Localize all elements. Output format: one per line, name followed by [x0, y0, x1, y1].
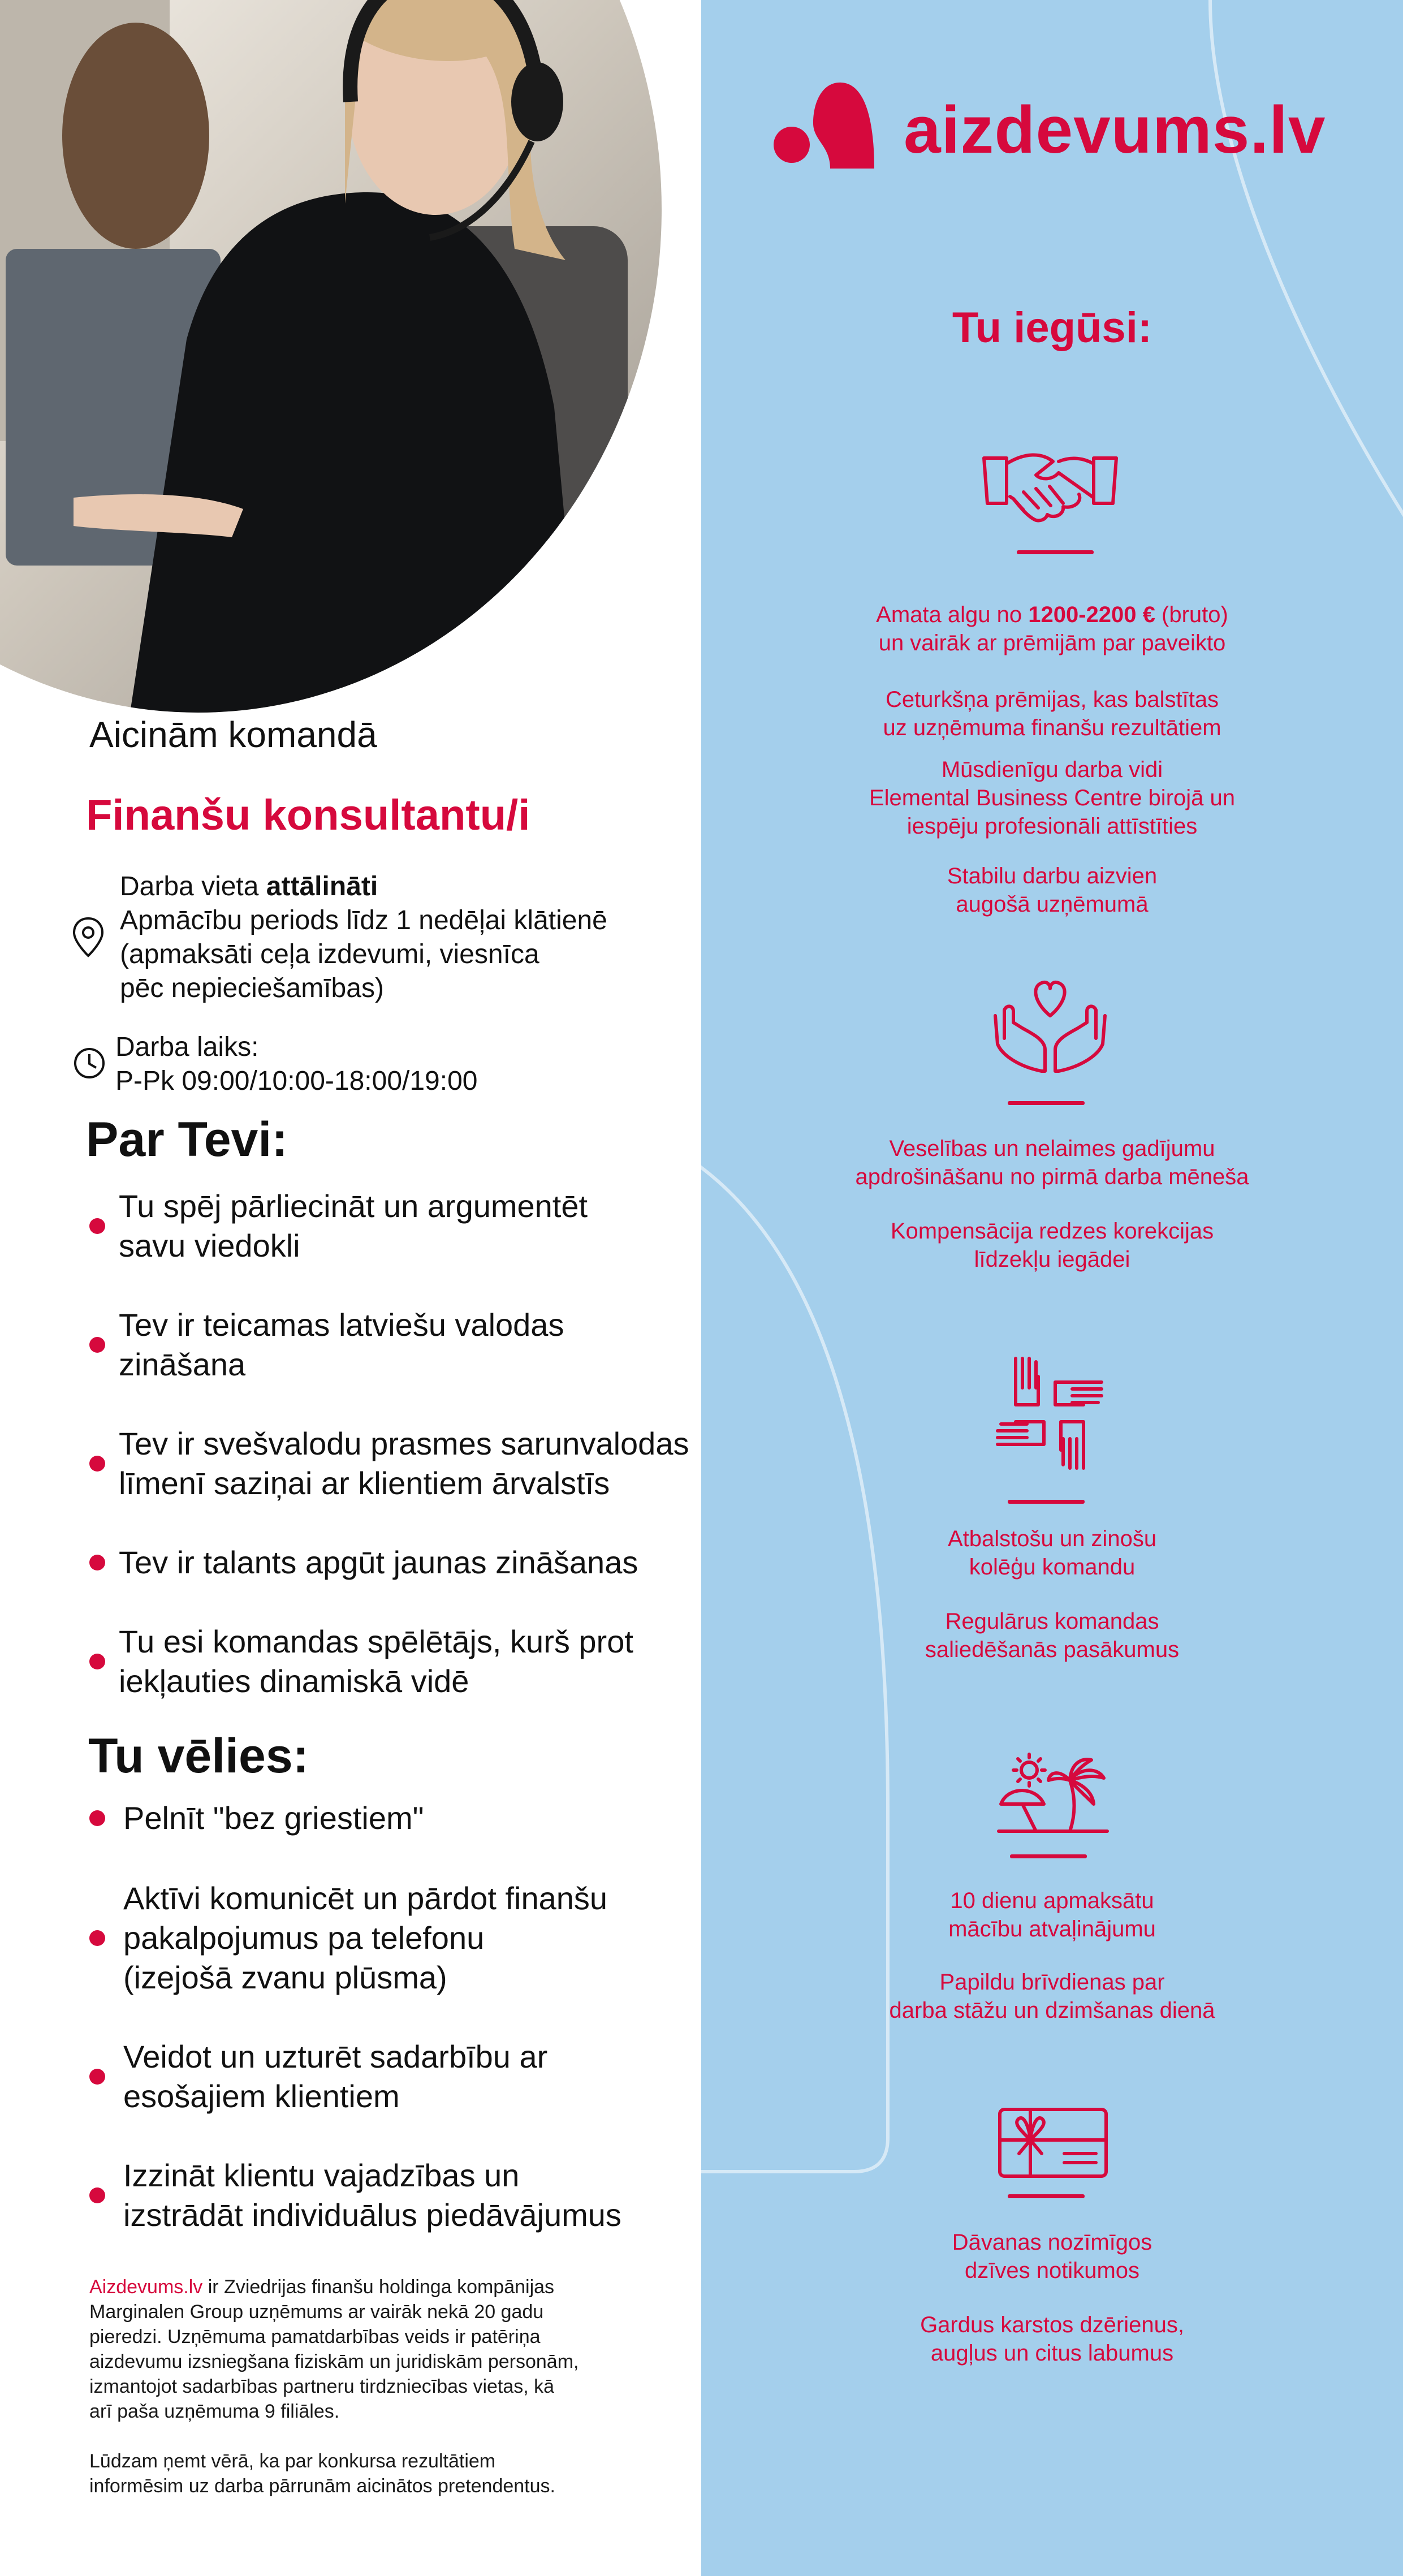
company-info-line-1: Aizdevums.lv ir Zviedrijas finanšu holdinga kompānijas — [89, 2276, 555, 2298]
you-want-item-line: Veidot un uzturēt sadarbību ar — [123, 2039, 548, 2074]
intro-invite: Aicinām komandā — [89, 714, 377, 755]
benefit-text — [701, 1525, 1403, 1581]
benefit-text — [701, 2311, 1403, 2367]
about-you-bullet — [89, 1654, 105, 1669]
note-line-1: Lūdzam ņemt vērā, ka par konkursa rezultātiem — [89, 2450, 496, 2472]
benefits-title: Tu iegūsi: — [952, 304, 1152, 352]
divider-4 — [1010, 1854, 1087, 1858]
company-info-line-2: Marginalen Group uzņēmums ar vairāk nekā 20 gadu — [89, 2301, 544, 2323]
benefit-text — [701, 1887, 1403, 1943]
heart-hands-icon — [991, 976, 1110, 1078]
remote-label: attālināti — [266, 871, 378, 901]
location-pin-icon — [71, 916, 105, 959]
benefit-text — [701, 1968, 1403, 2025]
you-want-item — [123, 1798, 424, 1838]
benefit-text-line: līdzekļu iegādei — [974, 1247, 1130, 1272]
benefit-text — [701, 1134, 1403, 1191]
benefit-text-line: Mūsdienīgu darba vidi — [941, 757, 1163, 782]
about-you-item-line: Tev ir talants apgūt jaunas zināšanas — [119, 1544, 638, 1580]
benefit-text-line: mācību atvaļinājumu — [948, 1917, 1156, 1941]
benefit-text — [701, 1217, 1403, 1274]
gift-card-icon — [996, 2106, 1110, 2180]
salary-line-1: Amata algu no 1200-2200 € (bruto) — [876, 602, 1228, 627]
about-you-bullet — [89, 1555, 105, 1570]
divider-2 — [1008, 1101, 1085, 1105]
about-you-item — [119, 1543, 638, 1582]
team-hands-icon — [993, 1354, 1106, 1473]
decorative-lines — [701, 0, 1403, 2576]
benefit-text-line: Stabilu darbu aizvien — [947, 864, 1158, 888]
you-want-bullet — [89, 1810, 105, 1826]
company-info-line-4: aizdevumu izsniegšana fiziskām un juridiskām personām, — [89, 2351, 579, 2372]
about-you-item-line: iekļauties dinamiskā vidē — [119, 1663, 469, 1699]
benefit-text — [701, 1607, 1403, 1664]
you-want-item-line: (izejošā zvanu plūsma) — [123, 1960, 447, 1995]
you-want-item-line: Pelnīt "bez griestiem" — [123, 1800, 424, 1836]
workplace-line-1: Darba vieta attālināti — [120, 871, 378, 901]
you-want-item — [123, 2156, 621, 2235]
clock-icon — [72, 1046, 106, 1080]
you-want-item-line: esošajiem klientiem — [123, 2078, 400, 2114]
benefit-text — [701, 685, 1403, 742]
about-you-item-line: Tu esi komandas spēlētājs, kurš prot — [119, 1624, 633, 1659]
benefit-text-line: Kompensācija redzes korekcijas — [890, 1219, 1214, 1244]
you-want-item — [123, 1879, 607, 1997]
note-line-2: informēsim uz darba pārrunām aicinātos pretendentus. — [89, 2475, 555, 2497]
about-you-bullet — [89, 1218, 105, 1234]
benefit-text-line: Gardus karstos dzērienus, — [920, 2312, 1184, 2337]
about-you-item-line: Tev ir svešvalodu prasmes sarunvalodas — [119, 1426, 689, 1461]
hero-photo — [0, 0, 662, 713]
you-want-bullet — [89, 1930, 105, 1946]
benefit-text-line: 10 dienu apmaksātu — [950, 1888, 1154, 1913]
beach-icon — [996, 1752, 1110, 1837]
benefit-text — [701, 862, 1403, 918]
you-want-item-line: pakalpojumus pa telefonu — [123, 1920, 485, 1956]
about-you-item-line: savu viedokli — [119, 1228, 300, 1263]
benefit-text-line: augļus un citus labumus — [930, 2341, 1174, 2366]
logo — [774, 78, 1339, 174]
company-info-line-5: izmantojot sadarbības partneru tirdzniecības vietas, kā — [89, 2376, 555, 2397]
benefits-panel — [701, 0, 1403, 2576]
position-title: Finanšu konsultantu/i — [86, 791, 530, 839]
work-hours-label: Darba laiks: — [115, 1032, 259, 1062]
company-info-line-3: pieredzi. Uzņēmuma pamatdarbības veids ir patēriņa — [89, 2326, 541, 2348]
benefit-text-line: Atbalstošu un zinošu — [947, 1526, 1157, 1551]
benefit-text-line: darba stāžu un dzimšanas dienā — [889, 1998, 1215, 2023]
workplace-line-2: Apmācību periods līdz 1 nedēļai klātienē — [120, 905, 607, 935]
salary-text — [701, 601, 1403, 657]
about-you-item-line: Tu spēj pārliecināt un argumentēt — [119, 1188, 588, 1224]
you-want-bullet — [89, 2187, 105, 2203]
benefit-text-line: Dāvanas nozīmīgos — [952, 2230, 1152, 2255]
about-you-title: Par Tevi: — [86, 1112, 288, 1167]
about-you-item — [119, 1186, 588, 1266]
company-info — [89, 2275, 579, 2499]
workplace-line-3: (apmaksāti ceļa izdevumi, viesnīca — [120, 939, 539, 969]
about-you-item-line: Tev ir teicamas latviešu valodas — [119, 1307, 564, 1343]
salary-amount: 1200-2200 € — [1028, 602, 1155, 627]
company-brand-name: Aizdevums.lv — [89, 2276, 203, 2298]
work-hours-value: P-Pk 09:00/10:00-18:00/19:00 — [115, 1066, 478, 1096]
benefit-text-line: Papildu brīvdienas par — [939, 1970, 1165, 1995]
divider-3 — [1008, 1500, 1085, 1504]
divider-1 — [1017, 550, 1094, 554]
divider-5 — [1008, 2194, 1085, 2198]
salary-line-2: un vairāk ar prēmijām par paveikto — [878, 631, 1226, 655]
benefit-text-line: dzīves notikumos — [964, 2258, 1140, 2283]
benefit-text-line: iespēju profesionāli attīstīties — [906, 814, 1198, 839]
benefit-text-line: Regulārus komandas — [945, 1609, 1159, 1634]
benefit-text-line: Veselības un nelaimes gadījumu — [889, 1136, 1215, 1161]
workplace-line-4: pēc nepieciešamības) — [120, 973, 384, 1003]
about-you-item — [119, 1622, 633, 1701]
handshake-icon — [979, 447, 1121, 532]
about-you-item — [119, 1424, 689, 1503]
about-you-item-line: zināšana — [119, 1347, 246, 1382]
person-with-headset-illustration — [0, 0, 662, 713]
benefit-text-line: augošā uzņēmumā — [956, 892, 1149, 917]
benefit-text-line: apdrošināšanu no pirmā darba mēneša — [855, 1164, 1249, 1189]
workplace-info — [120, 870, 607, 1006]
about-you-item — [119, 1305, 564, 1384]
you-want-item-line: izstrādāt individuālus piedāvājumus — [123, 2197, 621, 2233]
you-want-bullet — [89, 2069, 105, 2085]
work-hours — [115, 1030, 477, 1098]
about-you-bullet — [89, 1456, 105, 1472]
you-want-item-line: Aktīvi komunicēt un pārdot finanšu — [123, 1880, 608, 1916]
logo-mark-icon — [774, 78, 875, 174]
you-want-item — [123, 2037, 547, 2116]
benefit-text-line: saliedēšanās pasākumus — [925, 1637, 1180, 1662]
you-want-item-line: Izzināt klientu vajadzības un — [123, 2158, 520, 2193]
benefit-text-line: uz uzņēmuma finanšu rezultātiem — [883, 715, 1221, 740]
benefit-text — [701, 756, 1403, 840]
benefit-text-line: kolēģu komandu — [969, 1555, 1136, 1580]
company-info-line-6: arī paša uzņēmuma 9 filiāles. — [89, 2401, 340, 2422]
benefit-text-line: Ceturkšņa prēmijas, kas balstītas — [885, 687, 1219, 712]
benefit-text-line: Elemental Business Centre birojā un — [869, 786, 1235, 810]
benefit-text — [701, 2228, 1403, 2285]
you-want-title: Tu vēlies: — [88, 1729, 309, 1783]
logo-text: aizdevums.lv — [904, 93, 1326, 167]
about-you-item-line: līmenī saziņai ar klientiem ārvalstīs — [119, 1465, 610, 1501]
about-you-bullet — [89, 1337, 105, 1353]
